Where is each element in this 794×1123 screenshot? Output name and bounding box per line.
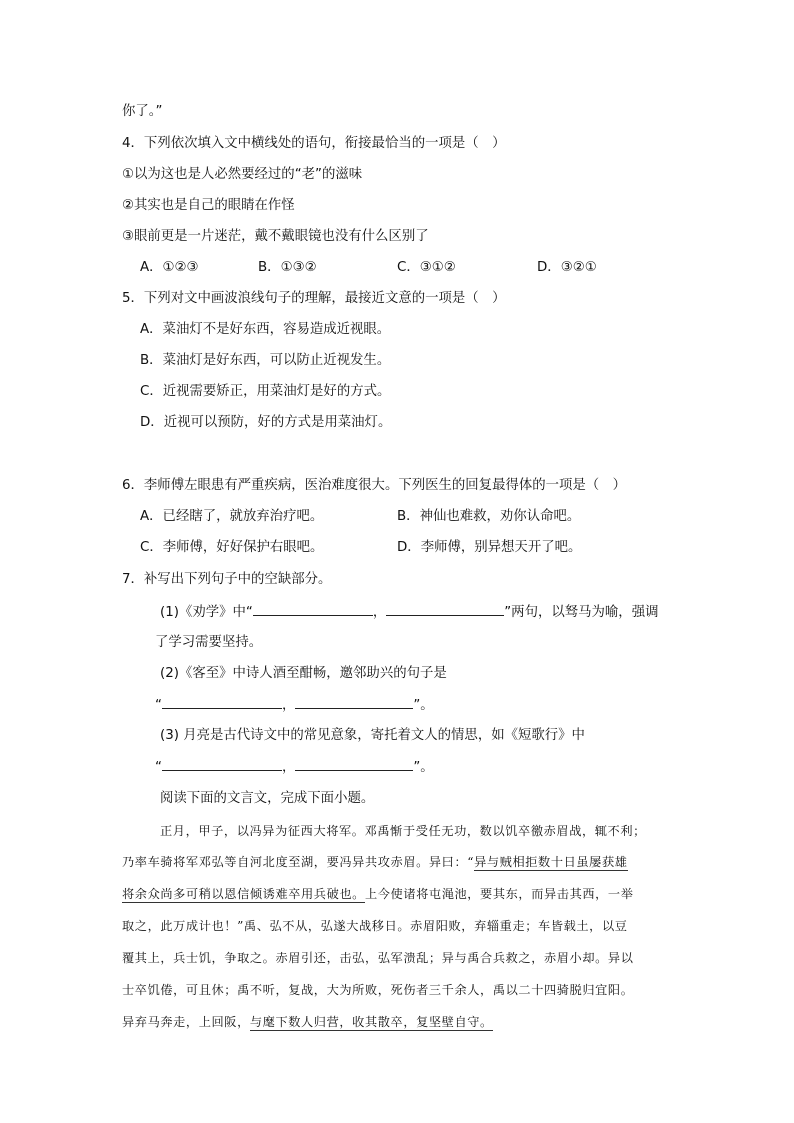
- classical-line-7: [122, 1013, 493, 1031]
- q6-option-d[interactable]: D．李师傅，别异想天开了吧。: [397, 540, 582, 555]
- underlined-sentence-part-2: 将余众尚多可稍以恩信倾诱难卒用兵破也。: [122, 887, 365, 901]
- q7-blank-2b[interactable]: [295, 696, 413, 709]
- q5-option-d[interactable]: D．近视可以预防，好的方式是用菜油灯。: [140, 415, 392, 430]
- classical-line-4: 取之，此万成计也！”禹、弘不从，弘遂大战移日。赤眉阳败，弃辎重走；车皆载土，以豆: [122, 919, 628, 933]
- classical-line-2-text: 乃率车骑将军邓弘等自河北度至湖，要冯异共攻赤眉。异曰：“: [122, 855, 475, 869]
- q7-blank-2a[interactable]: [162, 696, 282, 709]
- q7-item-2-answer: [155, 696, 434, 715]
- q7-blank-1b[interactable]: [386, 603, 504, 616]
- q7-item-2: (2)《客至》中诗人酒至酣畅，邀邻助兴的句子是: [160, 666, 447, 681]
- q7-item-1-suffix: ”两句，以驽马为喻，强调: [504, 605, 659, 620]
- q6-option-b[interactable]: B．神仙也难救，劝你认命吧。: [397, 509, 581, 524]
- q4-sentence-2: ②其实也是自己的眼睛在作怪: [122, 198, 295, 213]
- q4-sentence-3: ③眼前更是一片迷茫，戴不戴眼镜也没有什么区别了: [122, 229, 429, 244]
- classical-line-1: 正月，甲子，以冯异为征西大将军。邓禹惭于受任无功，数以饥卒徼赤眉战，辄不利；: [160, 824, 646, 838]
- q5-option-c[interactable]: C．近视需要矫正，用菜油灯是好的方式。: [140, 384, 391, 399]
- classical-line-3-text: 上今使诸将屯渑池，要其东，而异击其西，一举: [364, 887, 634, 901]
- q4-stem: 4．下列依次填入文中横线处的语句，衔接最恰当的一项是（ ）: [122, 136, 506, 151]
- q7-item-2-close-quote: ”。: [413, 698, 434, 713]
- q7-item-3-comma: ，: [281, 760, 296, 775]
- classical-line-3: [122, 885, 634, 903]
- q4-option-c[interactable]: C．③①②: [397, 260, 456, 275]
- classical-line-6: 士卒饥倦，可且休；禹不听，复战，大为所败，死伤者三千余人，禹以二十四骑脱归宜阳。: [122, 983, 634, 997]
- q7-stem: 7．补写出下列句子中的空缺部分。: [122, 572, 332, 587]
- q6-stem: 6．李师傅左眼患有严重疾病，医治难度很大。下列医生的回复最得体的一项是（ ）: [122, 478, 626, 493]
- q7-item-3-close-quote: ”。: [413, 760, 434, 775]
- q4-option-d[interactable]: D．③②①: [537, 260, 597, 275]
- q5-option-b[interactable]: B．菜油灯是好东西，可以防止近视发生。: [140, 353, 391, 368]
- reading-intro: 阅读下面的文言文，完成下面小题。: [160, 791, 375, 806]
- q4-option-a[interactable]: A．①②③: [140, 260, 199, 275]
- q7-item-1-comma: ，: [372, 605, 387, 620]
- q7-item-1: [160, 603, 658, 622]
- q7-item-1-prefix: (1)《劝学》中“: [160, 605, 253, 620]
- q7-item-3: (3) 月亮是古代诗文中的常见意象，寄托着文人的情思，如《短歌行》中: [160, 728, 585, 743]
- q5-stem: 5．下列对文中画波浪线句子的理解，最接近文意的一项是（ ）: [122, 291, 506, 306]
- q7-item-3-open-quote: “: [155, 760, 162, 775]
- q7-blank-1a[interactable]: [253, 603, 373, 616]
- classical-line-5: 覆其上，兵士饥，争取之。赤眉引还，击弘，弘军溃乱；异与禹合兵救之，赤眉小却。异以: [122, 951, 634, 965]
- q7-item-2-open-quote: “: [155, 698, 162, 713]
- q7-blank-3a[interactable]: [162, 758, 282, 771]
- q4-option-b[interactable]: B．①③②: [258, 260, 317, 275]
- underlined-sentence-3: 与麾下数人归营，收其散卒，复坚壁自守。: [249, 1015, 493, 1029]
- continuation-line: 你了。”: [122, 104, 163, 119]
- q6-option-c[interactable]: C．李师傅，好好保护右眼吧。: [140, 540, 324, 555]
- q6-option-a[interactable]: A．已经瞎了，就放弃治疗吧。: [140, 509, 324, 524]
- q7-item-1-cont: 了学习需要坚持。: [155, 635, 263, 650]
- classical-line-2: [122, 853, 628, 871]
- q7-blank-3b[interactable]: [295, 758, 413, 771]
- q5-option-a[interactable]: A．菜油灯不是好东西，容易造成近视眼。: [140, 322, 391, 337]
- q7-item-3-answer: [155, 758, 434, 777]
- classical-line-7-text: 异弃马奔走，上回阪，: [122, 1015, 250, 1029]
- q7-item-2-comma: ，: [281, 698, 296, 713]
- q4-sentence-1: ①以为这也是人必然要经过的“老”的滋味: [122, 167, 363, 182]
- underlined-sentence-part-1: 异与贼相拒数十日虽屡获雄: [474, 855, 628, 869]
